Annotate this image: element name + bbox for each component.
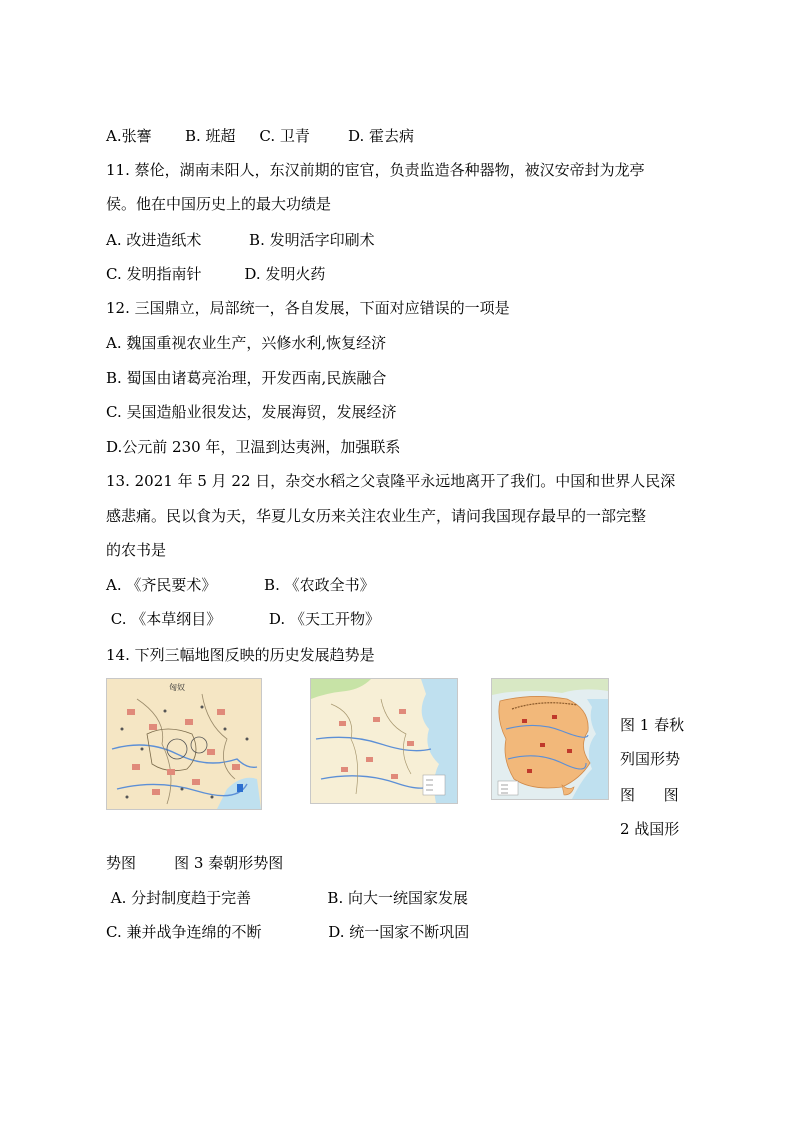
q13-options-line1: A. 《齐民要术》 B. 《农政全书》	[106, 576, 375, 594]
q11-options-line2: C. 发明指南针 D. 发明火药	[106, 265, 326, 283]
q12-option-d: D.公元前 230 年，卫温到达夷洲，加强联系	[106, 438, 401, 456]
q13-stem-line1: 13. 2021 年 5 月 22 日，杂交水稻之父袁隆平永远地离开了我们。中国和世界人民深	[106, 472, 676, 490]
map-qin-dynasty	[491, 678, 609, 800]
q14-stem: 14. 下列三幅地图反映的历史发展趋势是	[106, 646, 375, 664]
map-spring-autumn-states	[106, 678, 262, 810]
q14-caption-1: 图 1 春秋	[620, 716, 685, 734]
q12-option-c: C. 吴国造船业很发达，发展海贸，发展经济	[106, 403, 397, 421]
q13-stem-line3: 的农书是	[106, 541, 167, 559]
q11-stem-line1: 11. 蔡伦，湖南耒阳人，东汉前期的宦官，负责监造各种器物，被汉安帝封为龙亭	[106, 161, 645, 179]
q14-caption-5: 势图 图 3 秦朝形势图	[106, 854, 284, 872]
q13-options-line2: C. 《本草纲目》 D. 《天工开物》	[106, 610, 380, 628]
q14-caption-3: 图 图	[620, 786, 679, 804]
q12-option-b: B. 蜀国由诸葛亮治理，开发西南,民族融合	[106, 369, 387, 387]
q11-stem-line2: 侯。他在中国历史上的最大功绩是	[106, 195, 332, 213]
q11-options-line1: A. 改进造纸术 B. 发明活字印刷术	[106, 231, 375, 249]
q12-stem: 12. 三国鼎立，局部统一，各自发展，下面对应错误的一项是	[106, 299, 510, 317]
map1-label: 匈奴	[169, 683, 185, 692]
map-warring-states	[310, 678, 458, 804]
q10-options: A.张謇 B. 班超 C. 卫青 D. 霍去病	[106, 127, 415, 145]
q12-option-a: A. 魏国重视农业生产，兴修水利,恢复经济	[106, 334, 387, 352]
q14-caption-2: 列国形势	[620, 750, 681, 768]
q14-options-line2: C. 兼并战争连绵的不断 D. 统一国家不断巩固	[106, 923, 470, 941]
q13-stem-line2: 感悲痛。民以食为天，华夏儿女历来关注农业生产，请问我国现存最早的一部完整	[106, 507, 647, 525]
q14-caption-4: 2 战国形	[620, 820, 680, 838]
q14-options-line1: A. 分封制度趋于完善 B. 向大一统国家发展	[106, 889, 468, 907]
